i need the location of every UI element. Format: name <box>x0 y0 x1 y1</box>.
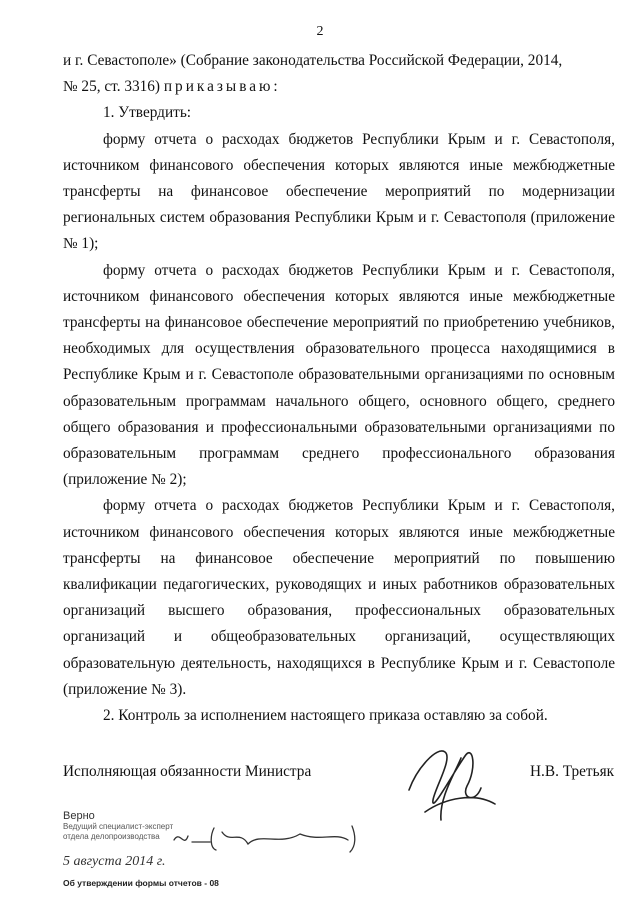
certifier-position-line-2: отдела делопроизводства <box>63 832 160 841</box>
signatory-name: Н.В. Третьяк <box>530 763 615 780</box>
footer-note: Об утверждении формы отчетов - 08 <box>63 878 219 888</box>
certification-block <box>63 810 173 842</box>
item-2: 2. Контроль за исполнением настоящего приказа оставляю за собой. <box>103 707 548 725</box>
signatory-title: Исполняющая обязанности Министра <box>63 763 312 780</box>
certification-date: 5 августа 2014 г. <box>63 854 166 869</box>
form-1-paragraph: форму отчета о расходах бюджетов Республики Крым и г. Севастополя, источником финансового обеспечения которых являются иные межбюджетные трансферты на финансовое обеспечение мероприятий по модернизации региональных систем образования Республики Крым и г. Севастополя (приложение № 1); <box>63 130 615 253</box>
certifier-position-line-1: Ведущий специалист-эксперт <box>63 822 174 831</box>
order-word: приказываю: <box>163 78 281 96</box>
form-3-paragraph: форму отчета о расходах бюджетов Республики Крым и г. Севастополя, источником финансового обеспечения которых являются иные межбюджетные трансферты на финансовое обеспечение мероприятий по повышению квалификации педагогических, руководящих и иных работников образовательных организаций высшего образования, профессиональных образовательных организаций и общеобразовательных организаций, осуществляющих образовательную деятельность, находящихся в Республике Крым и г. Севастополе (приложение № 3). <box>63 497 615 698</box>
item-1: 1. Утвердить: <box>103 104 192 122</box>
intro-line-1: и г. Севастополе» (Собрание законодательства Российской Федерации, 2014, <box>63 52 563 69</box>
form-2-paragraph: форму отчета о расходах бюджетов Республики Крым и г. Севастополя, источником финансового обеспечения которых являются иные межбюджетные трансферты на финансовое обеспечение мероприятий по приобретению учебников, необходимых для осуществления образовательного процесса находящимися в Республике Крым и г. Севастополе образовательными организациями по основным образовательным программам начального общего, основного общего, среднего общего образования и профессиональными образовательными организациями по образовательным программам среднего профессионального образования (приложение № 2); <box>63 261 615 489</box>
intro-line-2 <box>63 74 615 100</box>
document-body <box>63 48 615 729</box>
certifier-signature <box>170 822 360 854</box>
certification-heading: Верно <box>63 810 95 822</box>
handwritten-signature <box>395 728 505 828</box>
page-number: 2 <box>316 24 324 39</box>
intro-line-2-start: № 25, ст. 3316) <box>63 78 164 96</box>
